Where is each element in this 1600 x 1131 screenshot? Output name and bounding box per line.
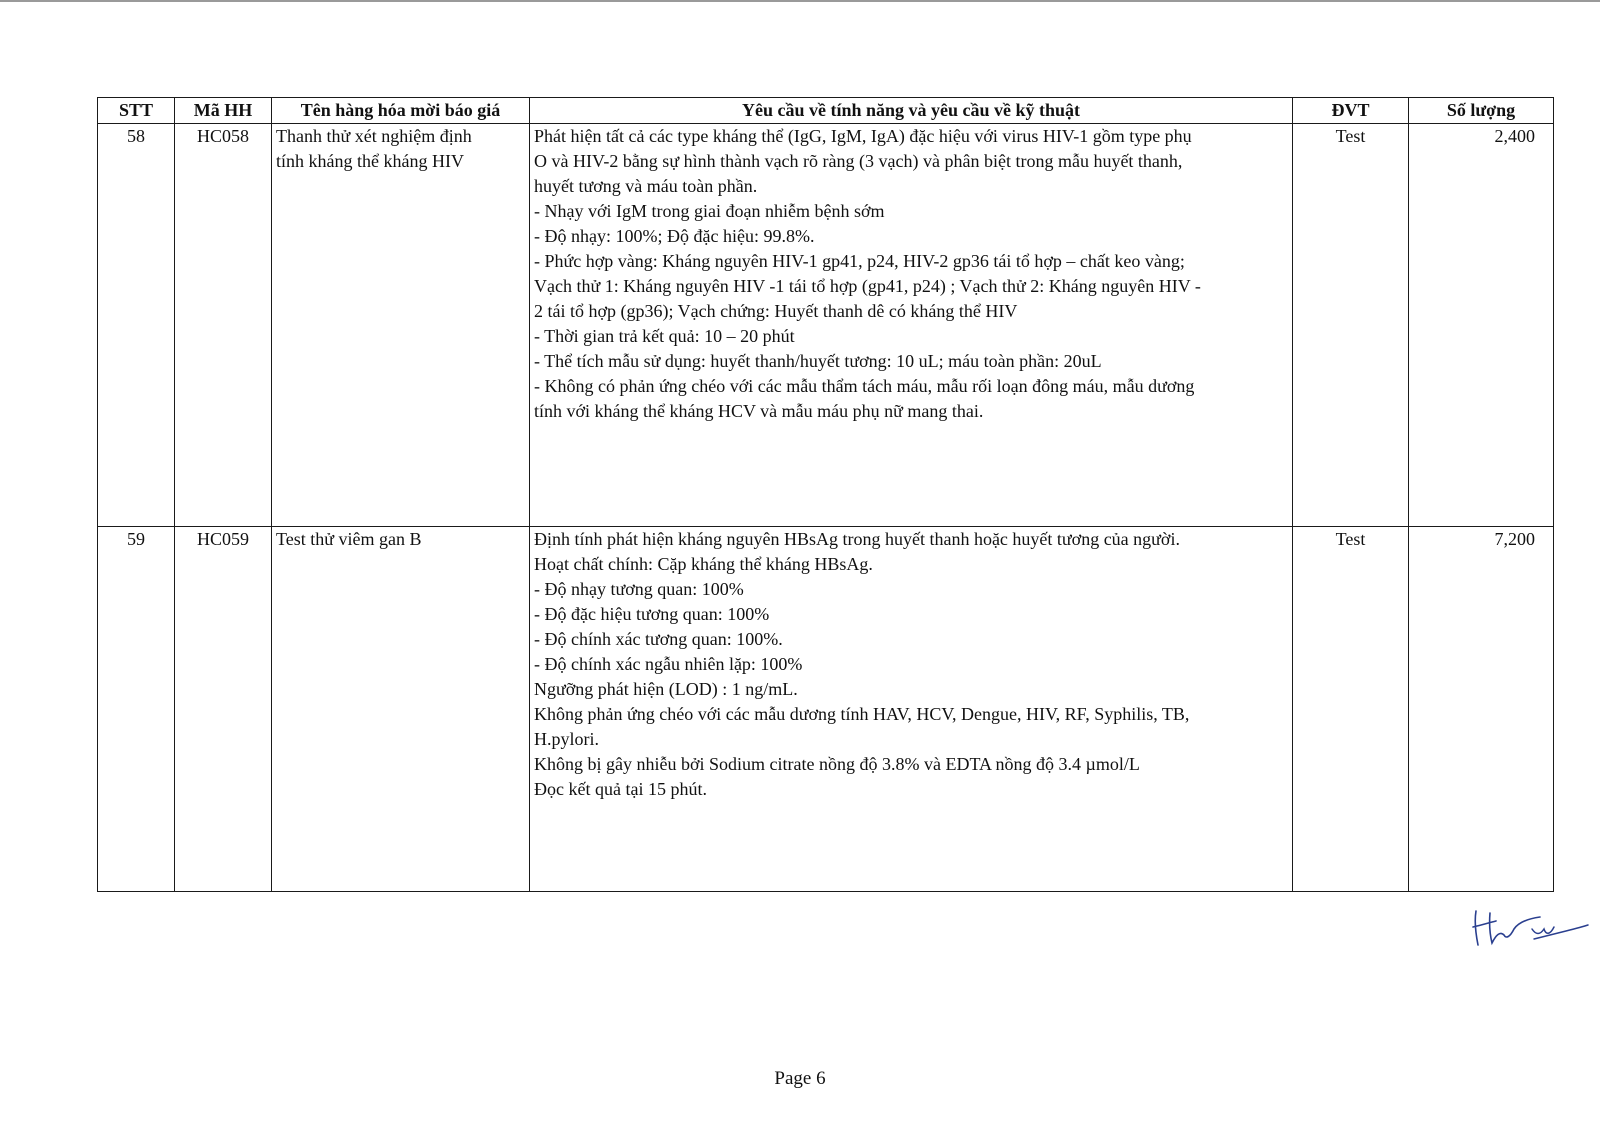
row-quantity: 7,200 (1409, 527, 1554, 892)
requirement-line: - Độ đặc hiệu tương quan: 100% (534, 604, 770, 624)
requirement-line: Ngưỡng phát hiện (LOD) : 1 ng/mL. (534, 679, 798, 699)
row-unit: Test (1293, 527, 1409, 892)
table-row (98, 124, 1554, 527)
header-stt: STT (98, 98, 175, 124)
requirement-line: huyết tương và máu toàn phần. (534, 176, 758, 196)
requirement-line: - Phức hợp vàng: Kháng nguyên HIV-1 gp41, p24, HIV-2 gp36 tái tổ hợp – chất keo vàng; (534, 251, 1185, 271)
requirement-line: - Thể tích mẫu sử dụng: huyết thanh/huyết tương: 10 uL; máu toàn phần: 20uL (534, 351, 1102, 371)
row-quantity: 2,400 (1409, 124, 1554, 527)
row-unit: Test (1293, 124, 1409, 527)
row-requirements (530, 527, 1293, 892)
handwritten-initials (1470, 905, 1590, 955)
row-item-code: HC058 (175, 124, 272, 527)
requirement-line: 2 tái tổ hợp (gp36); Vạch chứng: Huyết thanh dê có kháng thể HIV (534, 301, 1018, 321)
row-item-code: HC059 (175, 527, 272, 892)
header-unit: ĐVT (1293, 98, 1409, 124)
requirement-line: Vạch thử 1: Kháng nguyên HIV -1 tái tổ hợp (gp41, p24) ; Vạch thử 2: Kháng nguyên HIV - (534, 276, 1201, 296)
table-row (98, 527, 1554, 892)
header-item-name: Tên hàng hóa mời báo giá (272, 98, 530, 124)
row-stt: 59 (98, 527, 175, 892)
requirement-line: Không bị gây nhiễu bởi Sodium citrate nồng độ 3.8% và EDTA nồng độ 3.4 µmol/L (534, 754, 1140, 774)
requirement-line: - Nhạy với IgM trong giai đoạn nhiễm bệnh sớm (534, 201, 885, 221)
row-requirements (530, 124, 1293, 527)
requirement-line: Không phản ứng chéo với các mẫu dương tính HAV, HCV, Dengue, HIV, RF, Syphilis, TB, (534, 704, 1190, 724)
requirement-line: O và HIV-2 bằng sự hình thành vạch rõ ràng (3 vạch) và phân biệt trong mẫu huyết thanh, (534, 151, 1183, 171)
requirement-line: - Độ chính xác ngẫu nhiên lặp: 100% (534, 654, 803, 674)
row-stt: 58 (98, 124, 175, 527)
item-name-line: tính kháng thể kháng HIV (276, 151, 464, 171)
requirement-line: - Độ nhạy tương quan: 100% (534, 579, 744, 599)
item-name-line: Test thử viêm gan B (276, 529, 422, 549)
requirement-line: - Không có phản ứng chéo với các mẫu thẩm tách máu, mẫu rối loạn đông máu, mẫu dương (534, 376, 1195, 396)
row-item-name (272, 527, 530, 892)
requirement-line: Định tính phát hiện kháng nguyên HBsAg trong huyết thanh hoặc huyết tương của người. (534, 529, 1180, 549)
row-item-name (272, 124, 530, 527)
page-number: Page 6 (774, 1068, 826, 1089)
requirement-line: H.pylori. (534, 729, 599, 749)
table-header-row (98, 98, 1554, 124)
requirement-line: Đọc kết quả tại 15 phút. (534, 779, 707, 799)
header-requirements: Yêu cầu về tính năng và yêu cầu về kỹ thuật (530, 98, 1293, 124)
requirement-line: - Độ chính xác tương quan: 100%. (534, 629, 783, 649)
requirement-line: - Thời gian trả kết quả: 10 – 20 phút (534, 326, 795, 346)
requirement-line: tính với kháng thể kháng HCV và mẫu máu phụ nữ mang thai. (534, 401, 984, 421)
requirement-line: - Độ nhạy: 100%; Độ đặc hiệu: 99.8%. (534, 226, 815, 246)
item-name-line: Thanh thử xét nghiệm định (276, 126, 472, 146)
header-item-code: Mã HH (175, 98, 272, 124)
top-scan-rule (0, 0, 1600, 2)
requirement-line: Hoạt chất chính: Cặp kháng thể kháng HBsAg. (534, 554, 873, 574)
requirement-line: Phát hiện tất cả các type kháng thể (IgG, IgM, IgA) đặc hiệu với virus HIV-1 gồm type phụ (534, 126, 1192, 146)
header-quantity: Số lượng (1409, 98, 1554, 124)
quotation-spec-table (97, 97, 1554, 892)
